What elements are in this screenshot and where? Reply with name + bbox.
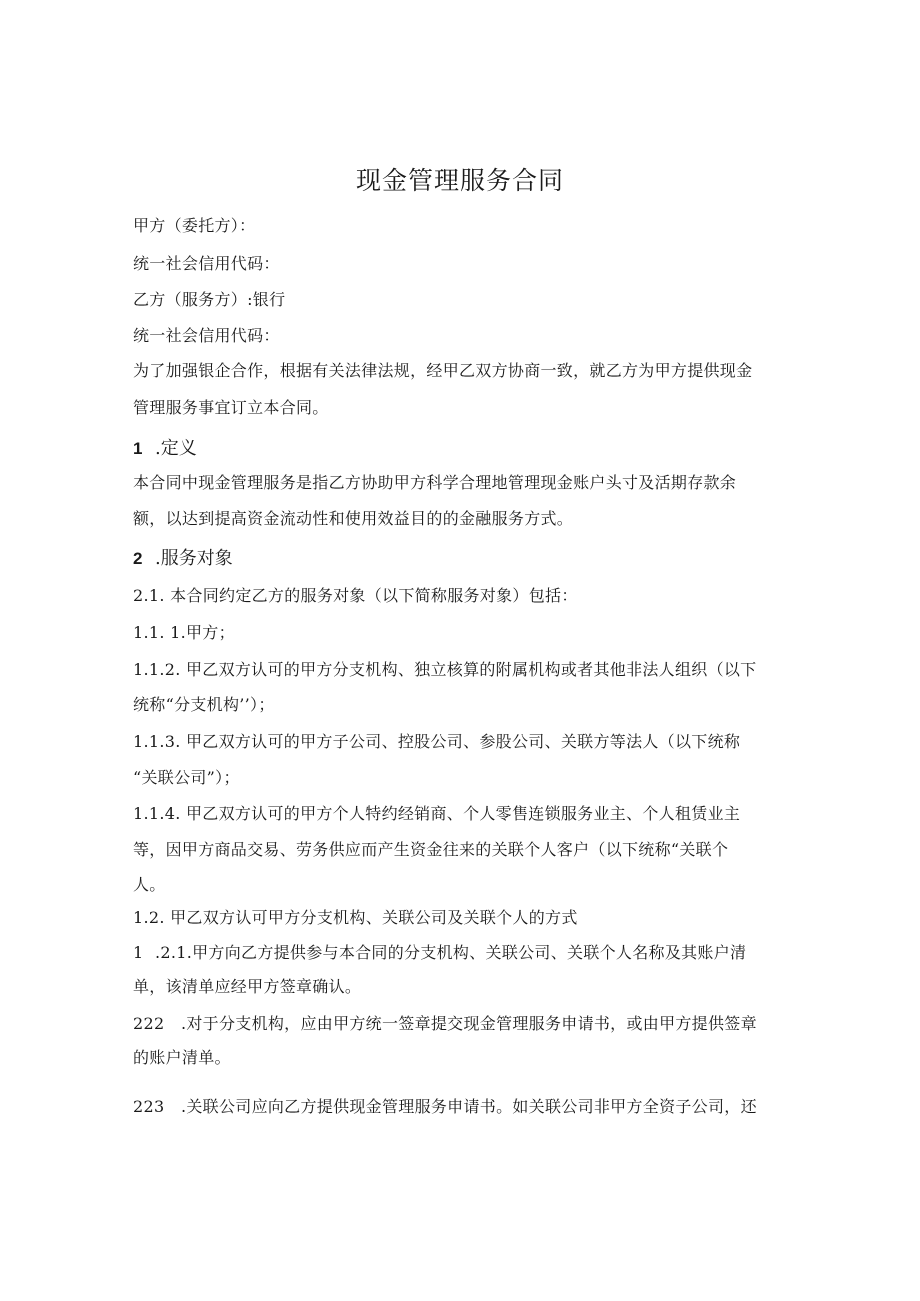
clause-222-line-1 [133, 1012, 757, 1036]
section-2-heading [133, 546, 233, 572]
clause-222-text: .对于分支机构，应由甲方统一签章提交现金管理服务申请书，或由甲方提供签章 [181, 1014, 757, 1033]
clause-1-1-1: 1.1. 1.甲方； [133, 623, 235, 642]
clause-1-2-1-text: .2.1.甲方向乙方提供参与本合同的分支机构、关联公司、关联个人名称及其账户清 [155, 943, 747, 962]
party-a-label: 甲方（委托方）： [133, 216, 256, 235]
clause-222-line-2: 的账户清单。 [133, 1048, 231, 1067]
section-2-number: 2 [133, 549, 143, 568]
clause-223-line-1 [133, 1095, 757, 1119]
section-1-text-line-2: 额，以达到提高资金流动性和使用效益目的的金融服务方式。 [133, 509, 574, 528]
clause-1-1-2-line-2: 统称“分支机构’’）； [133, 695, 275, 714]
intro-paragraph-line-1: 为了加强银企合作，根据有关法律法规，经甲乙双方协商一致，就乙方为甲方提供现金 [133, 361, 753, 380]
section-1-heading [133, 436, 197, 462]
section-1-text-line-1: 本合同中现金管理服务是指乙方协助甲方科学合理地管理现金账户头寸及活期存款余 [133, 473, 737, 492]
clause-222-number: 222 [133, 1014, 165, 1033]
section-1-number: 1 [133, 439, 143, 458]
document-title: 现金管理服务合同 [355, 166, 564, 195]
clause-1-1-4-line-2: 等，因甲方商品交易、劳务供应而产生资金往来的关联个人客户（以下统称“关联个 [133, 840, 729, 859]
clause-2-1: 2.1. 本合同约定乙方的服务对象（以下简称服务对象）包括： [133, 586, 578, 605]
clause-1-2-1-line-1 [133, 941, 746, 965]
clause-1-2: 1.2. 甲乙双方认可甲方分支机构、关联公司及关联个人的方式 [133, 908, 578, 927]
clause-1-1-3-line-2: “关联公司”）； [133, 768, 240, 787]
party-a-credit-code: 统一社会信用代码： [133, 254, 280, 273]
clause-223-number: 223 [133, 1097, 165, 1116]
clause-223-text: .关联公司应向乙方提供现金管理服务申请书。如关联公司非甲方全资子公司，还 [181, 1097, 757, 1116]
clause-1-1-3-line-1: 1.1.3. 甲乙双方认可的甲方子公司、控股公司、参股公司、关联方等法人（以下统称 [133, 732, 741, 751]
clause-1-1-4-line-3: 人。 [133, 875, 166, 894]
intro-paragraph-line-2: 管理服务事宜订立本合同。 [133, 398, 329, 417]
party-b-label: 乙方（服务方）:银行 [133, 290, 286, 309]
section-1-title: .定义 [155, 438, 197, 459]
party-b-credit-code: 统一社会信用代码： [133, 326, 280, 345]
clause-1-2-1-number: 1 [133, 943, 144, 962]
clause-1-1-2-line-1: 1.1.2. 甲乙双方认可的甲方分支机构、独立核算的附属机构或者其他非法人组织（以下 [133, 660, 757, 679]
clause-1-1-4-line-1: 1.1.4. 甲乙双方认可的甲方个人特约经销商、个人零售连锁服务业主、个人租赁业主 [133, 804, 741, 823]
clause-1-2-1-line-2: 单，该清单应经甲方签章确认。 [133, 977, 362, 996]
section-2-title: .服务对象 [155, 548, 233, 569]
